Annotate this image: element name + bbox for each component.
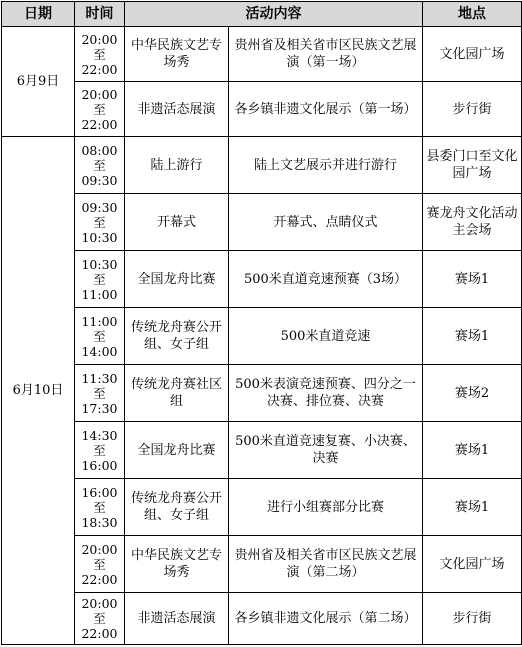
time-start: 20:00 [81,596,118,611]
place-cell: 步行街 [423,593,522,645]
schedule-table [1,1,522,645]
time-cell [75,593,125,645]
activity-cell: 传统龙舟赛公开组、女子组 [125,479,229,536]
time-end: 18:30 [81,514,118,530]
time-cell [75,365,125,422]
time-start: 14:30 [81,427,118,443]
content-cell: 进行小组赛部分比赛 [229,479,423,536]
place-cell: 县委门口至文化园广场 [423,137,522,194]
time-cell [75,308,125,365]
time-cell [75,194,125,251]
time-cell [75,251,125,308]
header-time: 时间 [75,2,125,27]
time-end: 14:00 [81,343,118,359]
place-cell: 赛场1 [423,251,522,308]
time-end: 22:00 [81,61,118,77]
table-row [2,82,522,137]
content-cell: 陆上文艺展示并进行游行 [229,137,423,194]
place-cell: 文化园广场 [423,536,522,593]
time-sep: 至 [93,46,106,62]
time-start: 16:00 [81,484,118,500]
content-cell: 贵州省及相关省市区民族文艺展演（第一场） [229,27,423,82]
time-sep: 至 [93,556,106,572]
activity-cell: 中华民族文艺专场秀 [125,27,229,82]
activity-cell: 传统龙舟赛公开组、女子组 [125,308,229,365]
content-cell: 开幕式、点睛仪式 [229,194,423,251]
time-sep: 至 [93,271,106,287]
activity-cell: 全国龙舟比赛 [125,251,229,308]
content-cell: 各乡镇非遗文化展示（第一场） [229,82,423,137]
time-sep: 至 [93,499,106,515]
table-row [2,536,522,593]
table-row [2,137,522,194]
time-end: 22:00 [81,571,118,587]
time-sep: 至 [93,328,106,344]
time-end: 10:30 [81,229,118,245]
content-cell: 500米直道竞速预赛（3场） [229,251,423,308]
time-end: 22:00 [81,116,118,132]
table-row [2,251,522,308]
place-cell: 文化园广场 [423,27,522,82]
date-cell: 6月9日 [2,27,75,137]
time-sep: 至 [93,442,106,458]
time-cell [75,536,125,593]
time-end: 22:00 [81,626,118,641]
table-row [2,479,522,536]
table-row [2,194,522,251]
time-start: 20:00 [81,541,118,557]
time-start: 08:00 [81,142,118,158]
activity-cell: 全国龙舟比赛 [125,422,229,479]
time-sep: 至 [93,385,106,401]
place-cell: 赛场1 [423,308,522,365]
table-row [2,27,522,82]
table-row [2,422,522,479]
time-start: 10:30 [81,256,118,272]
content-cell: 贵州省及相关省市区民族文艺展演（第二场） [229,536,423,593]
time-cell [75,27,125,82]
header-place: 地点 [423,2,522,27]
table-row [2,308,522,365]
time-sep: 至 [93,214,106,230]
time-start: 11:30 [81,370,118,386]
time-sep: 至 [93,611,106,626]
time-start: 20:00 [81,86,118,102]
content-cell: 500米直道竞速复赛、小决赛、决赛 [229,422,423,479]
header-activity: 活动内容 [125,2,423,27]
content-cell: 各乡镇非遗文化展示（第二场） [229,593,423,645]
activity-cell: 开幕式 [125,194,229,251]
time-cell [75,479,125,536]
table-row [2,365,522,422]
header-row [2,2,522,27]
time-end: 11:00 [81,286,118,302]
place-cell: 赛场1 [423,422,522,479]
place-cell: 赛场2 [423,365,522,422]
activity-cell: 中华民族文艺专场秀 [125,536,229,593]
place-cell: 步行街 [423,82,522,137]
activity-cell: 非遗活态展演 [125,82,229,137]
content-cell: 500米直道竞速 [229,308,423,365]
time-start: 20:00 [81,31,118,47]
time-sep: 至 [93,157,106,173]
time-end: 16:00 [81,457,118,473]
time-cell [75,82,125,137]
place-cell: 赛场1 [423,479,522,536]
time-start: 11:00 [81,313,118,329]
activity-cell: 传统龙舟赛社区组 [125,365,229,422]
place-cell: 赛龙舟文化活动主会场 [423,194,522,251]
activity-cell: 非遗活态展演 [125,593,229,645]
time-cell [75,137,125,194]
header-date: 日期 [2,2,75,27]
content-cell: 500米表演竞速预赛、四分之一决赛、排位赛、决赛 [229,365,423,422]
table-row [2,593,522,645]
time-sep: 至 [93,101,106,117]
activity-cell: 陆上游行 [125,137,229,194]
date-cell: 6月10日 [2,137,75,645]
schedule-body [2,27,522,645]
time-end: 09:30 [81,172,118,188]
time-end: 17:30 [81,400,118,416]
time-start: 09:30 [81,199,118,215]
time-cell [75,422,125,479]
